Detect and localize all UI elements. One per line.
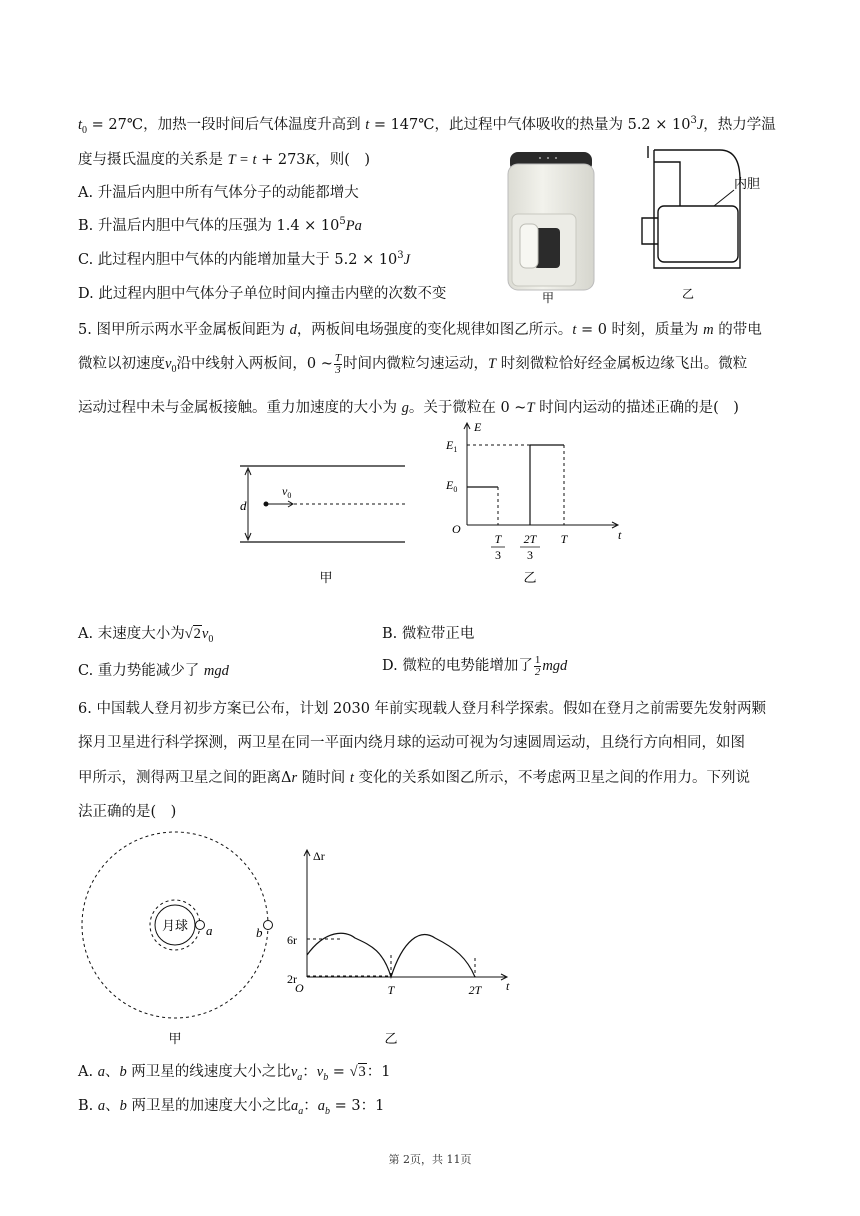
- q4-option-d: D. 此过程内胆中气体分子单位时间内撞击内壁的次数不变: [78, 286, 447, 302]
- fig-label-inner: 内胆: [734, 177, 761, 192]
- moon-label: 月球: [161, 919, 189, 934]
- q4-option-c: C. 此过程内胆中气体的内能增加量大于 $5.2 \times 10^3J$: [78, 250, 411, 268]
- axis-label-t: t: [506, 979, 510, 993]
- tick-T: T: [387, 983, 395, 997]
- q6-option-a: A. a、b 两卫星的线速度大小之比$v_a$：$v_b = √3$：1: [78, 1064, 391, 1083]
- label-E1: $E_1$: [446, 438, 458, 454]
- q5-option-d: D. 微粒的电势能增加了 $\frac{1}{2}$ mgd: [382, 653, 568, 678]
- air-fryer-photo: [500, 140, 600, 305]
- q5-line-3: 运动过程中未与金属板接触。重力加速度的大小为 g。关于微粒在 0 ~T 时间内运动的描述正确的是( ): [78, 400, 739, 416]
- q6-line-4: 法正确的是( ): [78, 804, 177, 820]
- electric-field-time-graph: [440, 415, 630, 590]
- origin-O: O: [295, 981, 304, 995]
- q4-option-b: B. 升温后内胆中气体的压强为 $1.4 \times 10^5Pa$: [78, 216, 362, 234]
- q5-line-1: 5. 图甲所示两水平金属板间距为 d，两板间电场强度的变化规律如图乙所示。t = 0 时刻，质量为 m 的带电: [78, 322, 762, 338]
- tick-T: T: [560, 532, 568, 546]
- label-jia: 甲: [168, 1032, 182, 1047]
- q5-option-b: B. 微粒带正电: [382, 626, 475, 642]
- axis-label-dr: Δr: [313, 849, 325, 863]
- q5-option-c: C. 重力势能减少了 mgd: [78, 663, 229, 679]
- q6-line-3: 甲所示，测得两卫星之间的距离Δr 随时间 t 变化的关系如图乙所示，不考虑两卫星之间的作用力。下列说: [78, 770, 750, 786]
- origin-O: O: [452, 522, 461, 536]
- parallel-plates-diagram: [230, 455, 420, 595]
- label-2r: 2r: [287, 972, 297, 986]
- q4-line-2: 度与摄氏温度的关系是 T = t + 273K，则( ): [78, 152, 371, 168]
- satellite-b: [264, 921, 273, 930]
- tick-2T3-den: 3: [527, 548, 533, 562]
- q4-option-a: A. 升温后内胆中所有气体分子的动能都增大: [78, 185, 359, 201]
- q6-line-1: 6. 中国载人登月初步方案已公布，计划 2030 年前实现载人登月科学探索。假如在登月之前需要先发射两颗: [78, 701, 767, 717]
- fig-label-yi: 乙: [681, 287, 695, 301]
- axis-label-E: E: [474, 420, 482, 434]
- fryer-outline-diagram: [630, 140, 780, 305]
- label-jia: 甲: [319, 571, 333, 586]
- q6-line-2: 探月卫星进行科学探测，两卫星在同一平面内绕月球的运动可视为匀速圆周运动，且绕行方向相同，如图: [78, 735, 745, 751]
- tick-2T3-num: 2T: [523, 532, 537, 546]
- q6-option-b: B. a、b 两卫星的加速度大小之比$a_a$：$a_b = 3$：1: [78, 1098, 385, 1117]
- distance-time-graph: [285, 840, 515, 1050]
- q5-line-2: 微粒以初速度$v_0$沿中线射入两板间，0 ~ $\frac{T}{3}$ 时间内微粒匀速运动，T 时刻微粒恰好经金属板边缘飞出。微粒: [78, 351, 748, 376]
- tick-T3-num: T: [494, 532, 502, 546]
- label-b: b: [256, 925, 263, 940]
- label-d: d: [240, 498, 247, 513]
- label-a: a: [206, 923, 213, 938]
- label-yi: 乙: [523, 571, 537, 586]
- fig-label-jia: 甲: [541, 291, 555, 305]
- satellite-orbits-diagram: [70, 830, 285, 1050]
- tick-2T: 2T: [468, 983, 482, 997]
- page-footer: 第 2页，共 11页: [388, 1153, 472, 1166]
- label-yi: 乙: [384, 1032, 398, 1047]
- tick-T3-den: 3: [495, 548, 501, 562]
- label-E0: $E_0$: [446, 478, 458, 494]
- label-6r: 6r: [287, 933, 297, 947]
- label-v0: $v_0$: [282, 484, 292, 500]
- q5-option-a: A. 末速度大小为$√2v_0$: [78, 626, 214, 645]
- axis-label-t: t: [618, 528, 622, 542]
- q4-line-1: $t_0$ = 27℃，加热一段时间后气体温度升高到 t = 147℃，此过程中气体吸收的热量为 $5.2 \times 10^3J$，热力学温: [78, 115, 776, 136]
- satellite-a: [196, 921, 205, 930]
